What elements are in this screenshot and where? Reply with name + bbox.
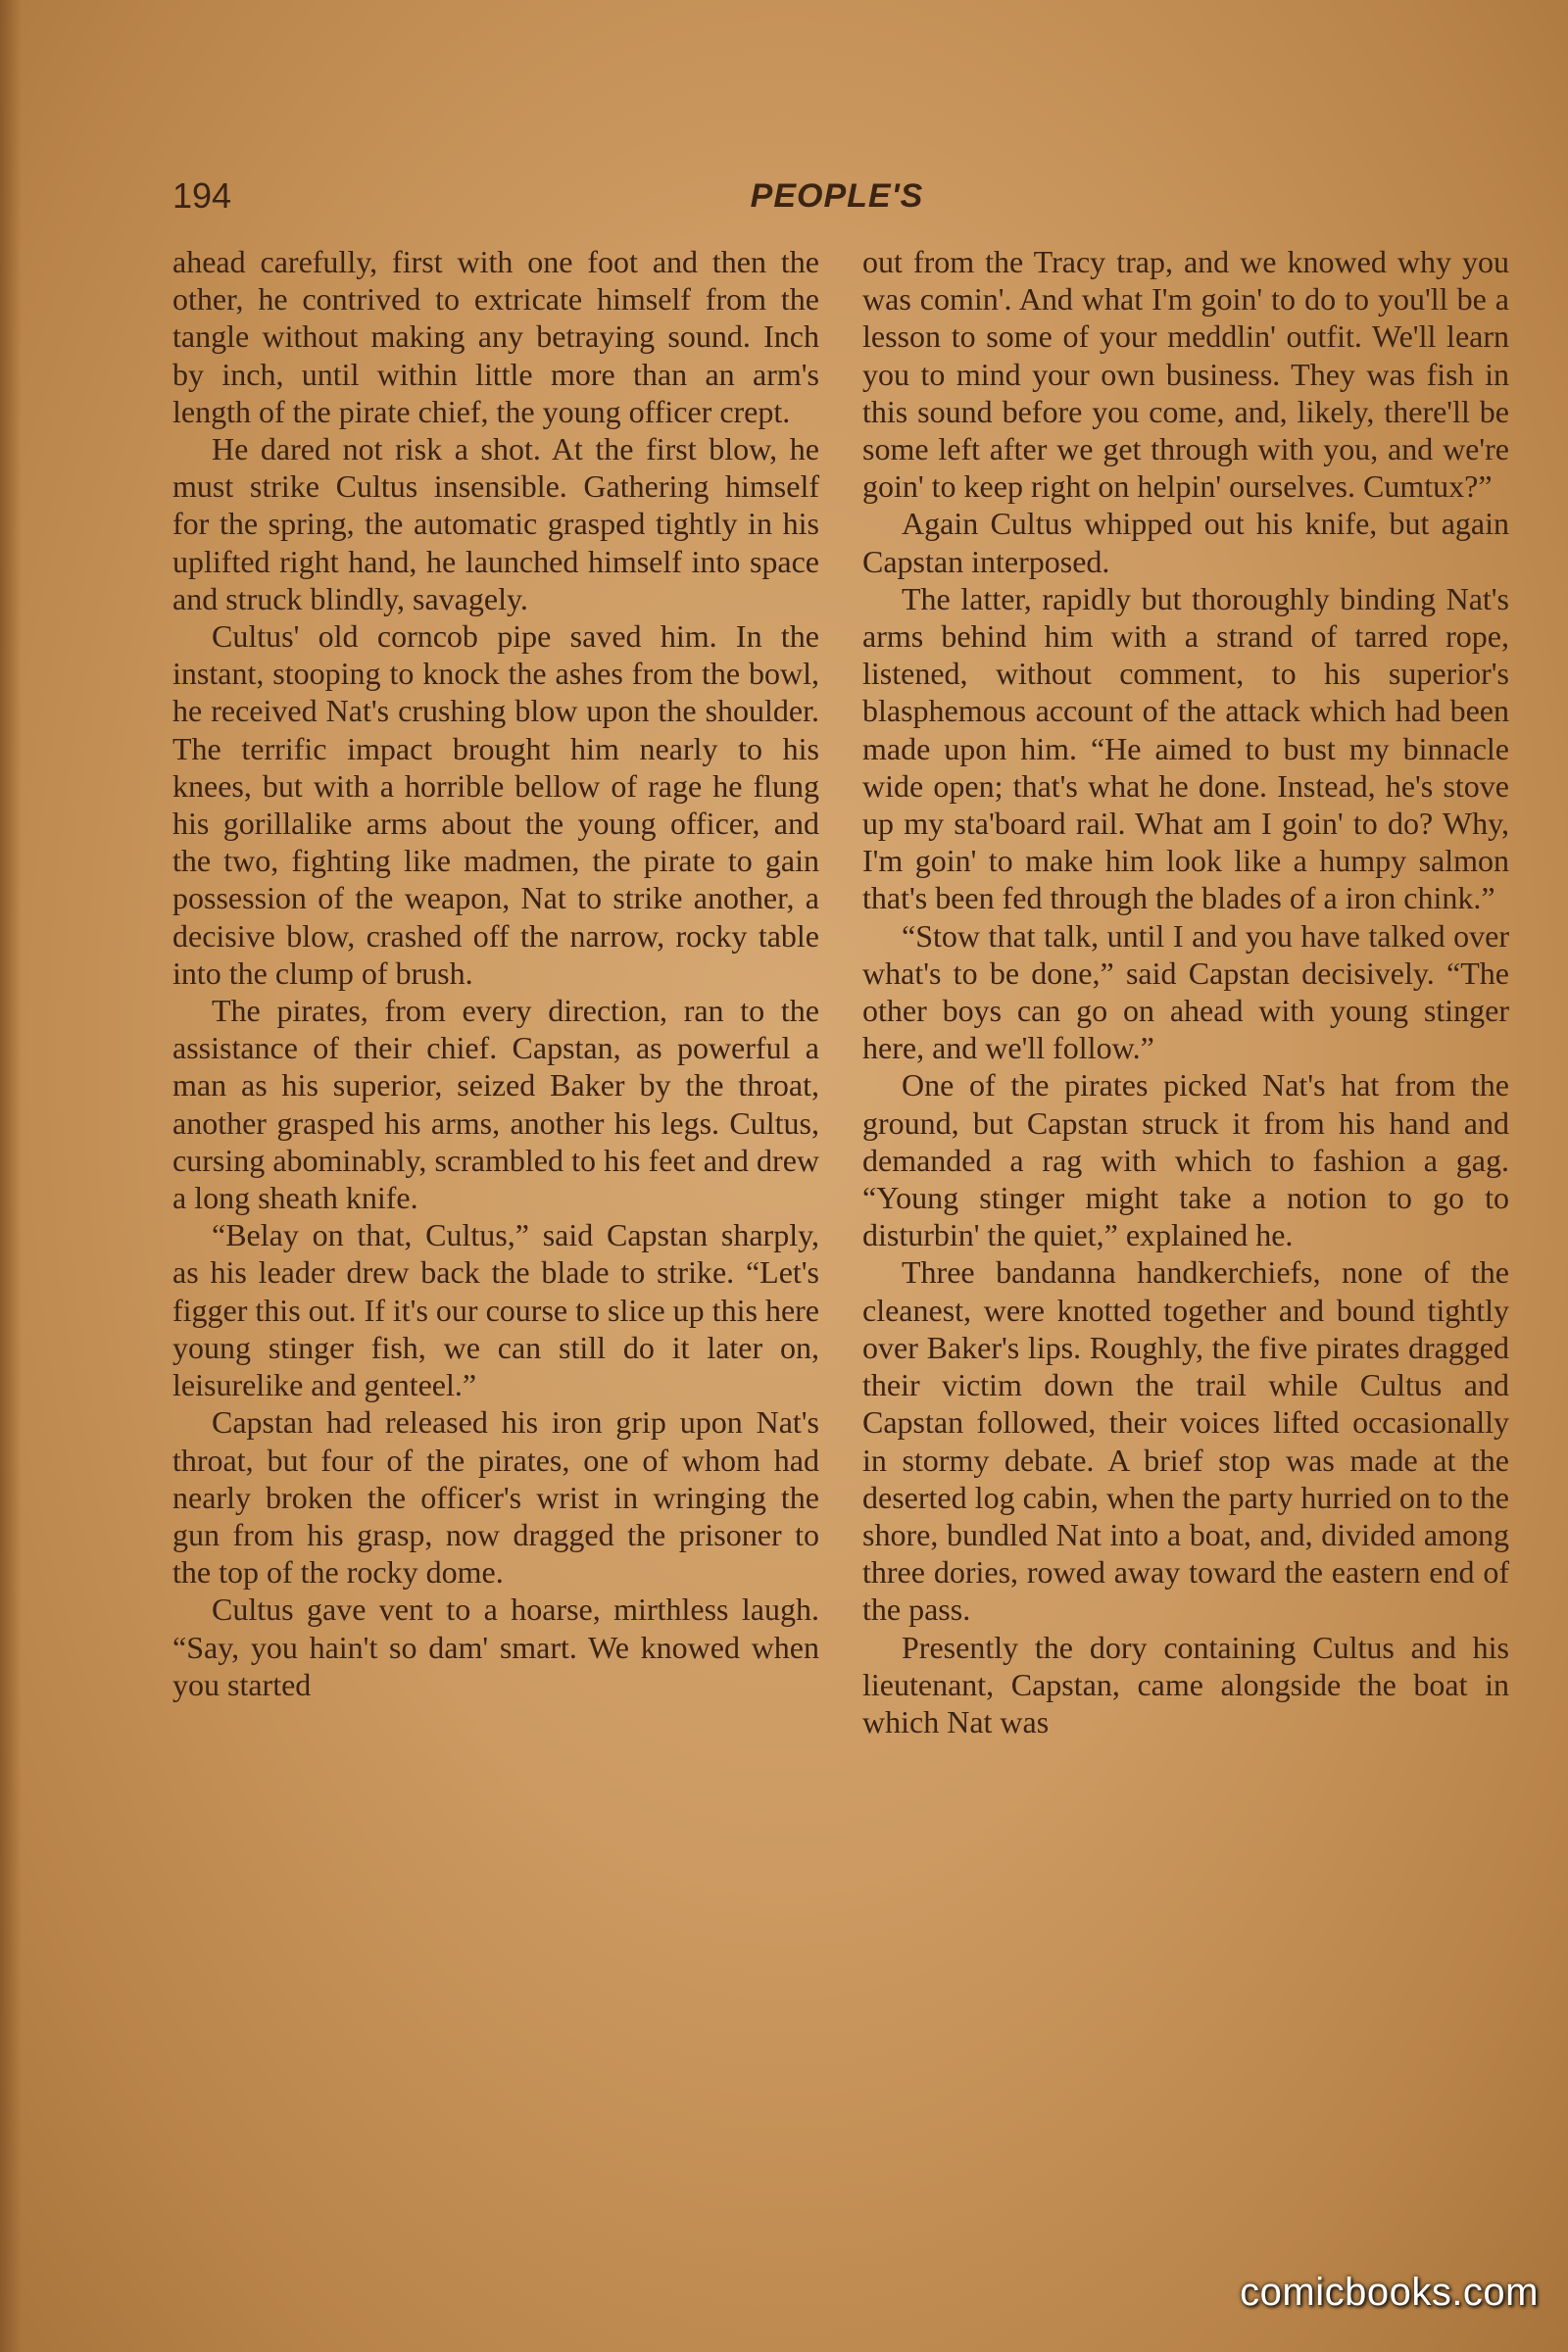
page-header — [172, 169, 1501, 223]
paragraph: The latter, rapidly but thoroughly binding Nat's arms behind him with a strand of tarred rope, listened, without comment, to his superior's blasphemous account of the attack which had been made upon him. “He aimed to bust my binnacle wide open; that's what he done. Instead, he's stove up my sta'board rail. What am I goin' to do? Why, I'm goin' to make him look like a humpy salmon that's been fed through the blades of a iron chink.” — [862, 580, 1509, 916]
right-column — [862, 243, 1509, 1740]
page-number: 194 — [172, 175, 232, 216]
paragraph: Again Cultus whipped out his knife, but again Capstan interposed. — [862, 506, 1509, 579]
paragraph: Three bandanna handkerchiefs, none of the cleanest, were knotted together and bound tightly over Baker's lips. Roughly, the five pirates dragged their victim down the trail while Cultus and Capstan followed, their voices lifted occasionally in stormy debate. A brief stop was made at the deserted log cabin, when the party hurried on to the shore, bundled Nat into a boat, and, divided among three dories, rowed away toward the eastern end of the pass. — [862, 1254, 1509, 1628]
left-column — [172, 243, 819, 1703]
running-head: PEOPLE'S — [750, 177, 924, 215]
paragraph: Cultus' old corncob pipe saved him. In the instant, stooping to knock the ashes from the bowl, he received Nat's crushing blow upon the shoulder. The terrific impact brought him nearly to his knees, but with a horrible bellow of rage he flung his gorillalike arms about the young officer, and the two, fighting like madmen, the pirate to gain possession of the weapon, Nat to strike another, a decisive blow, crashed off the narrow, rocky table into the clump of brush. — [172, 618, 819, 991]
paragraph: out from the Tracy trap, and we knowed why you was comin'. And what I'm goin' to do to you'll be a lesson to some of your meddlin' outfit. We'll learn you to mind your own business. They was fish in this sound before you come, and, likely, there'll be some left after we get through with you, and we're goin' to keep right on helpin' ourselves. Cumtux?” — [862, 244, 1509, 505]
paragraph: Presently the dory containing Cultus and his lieutenant, Capstan, came alongside the boat in which Nat was — [862, 1629, 1509, 1740]
site-watermark: comicbooks.com — [1240, 2271, 1539, 2314]
paragraph: Cultus gave vent to a hoarse, mirthless laugh. “Say, you hain't so dam' smart. We knowed when you started — [172, 1592, 819, 1702]
paragraph: Capstan had released his iron grip upon Nat's throat, but four of the pirates, one of whom had nearly broken the officer's wrist in wringing the gun from his grasp, now dragged the prisoner to the top of the rocky dome. — [172, 1404, 819, 1591]
paragraph: “Stow that talk, until I and you have talked over what's to be done,” said Capstan decisively. “The other boys can go on ahead with young stinger here, and we'll follow.” — [862, 917, 1509, 1066]
page-binding-edge — [0, 0, 22, 2352]
paragraph: “Belay on that, Cultus,” said Capstan sharply, as his leader drew back the blade to strike. “Let's figger this out. If it's our course to slice up this here young stinger fish, we can still do it later on, leisurelike and genteel.” — [172, 1217, 819, 1403]
paragraph: He dared not risk a shot. At the first blow, he must strike Cultus insensible. Gathering himself for the spring, the automatic grasped tightly in his uplifted right hand, he launched himself into space and struck blindly, savagely. — [172, 431, 819, 616]
paragraph: The pirates, from every direction, ran to the assistance of their chief. Capstan, as powerful a man as his superior, seized Baker by the throat, another grasped his arms, another his legs. Cultus, cursing abominably, scrambled to his feet and drew a long sheath knife. — [172, 993, 819, 1216]
paragraph: ahead carefully, first with one foot and then the other, he contrived to extricate himself from the tangle without making any betraying sound. Inch by inch, until within little more than an arm's length of the pirate chief, the young officer crept. — [172, 244, 819, 429]
paragraph: One of the pirates picked Nat's hat from the ground, but Capstan struck it from his hand and demanded a rag with which to fashion a gag. “Young stinger might take a notion to go to disturbin' the quiet,” explained he. — [862, 1067, 1509, 1253]
